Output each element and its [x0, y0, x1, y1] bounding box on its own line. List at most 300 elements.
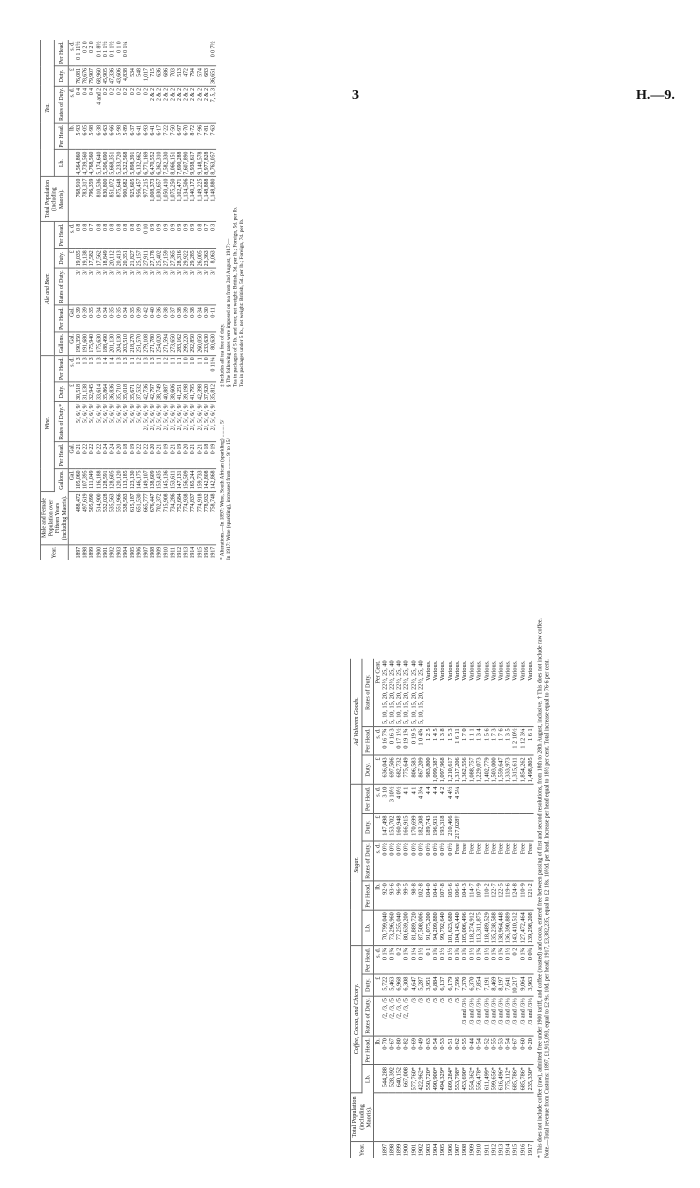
cell-total-pop: 1,030,657	[156, 177, 163, 222]
cell-wine-duty: 42,797	[149, 382, 156, 402]
cell-coffee-rates: /3 and /3⅓	[475, 996, 482, 1036]
cell-coffee-rates: /3	[432, 996, 439, 1036]
cell-tea-lb: 4,768,560	[89, 150, 96, 177]
cell-years: 1916	[519, 1143, 527, 1157]
cell-av-per-head: 0 16 3	[388, 726, 395, 755]
group-coffee: Coffee, Cocoa, and Chicory.	[350, 945, 361, 1092]
cell-wine-duty: 41,795	[189, 382, 196, 402]
cell-sugar-duty-per-head: 4 2	[439, 784, 446, 813]
cell-wine-duty: 35,671	[129, 382, 136, 402]
cell-wine-gallons: 153,611	[169, 468, 176, 491]
cell-av-duty: 636,043	[381, 755, 388, 784]
unit-label: £	[373, 974, 381, 996]
cell-wine-rates: 5/, 6/, 9/	[89, 402, 96, 442]
col-total-population: Total Population (including Maoris).	[40, 177, 68, 222]
cell-wine-duty-per-head: 1 3	[149, 355, 156, 382]
cell-total-pop	[497, 1093, 504, 1142]
cell-sugar-duty: 153,702	[388, 813, 395, 841]
cell-sugar-duty: 147,498	[381, 813, 388, 841]
table-row	[439, 659, 446, 1158]
cell-years: 1904	[431, 1143, 439, 1157]
lower-table-block	[350, 618, 551, 1158]
cell-sugar-lb: 135,238,588	[490, 910, 497, 945]
cell-coffee-per-head: 0·80	[395, 1036, 402, 1065]
cell-ale-duty-per-head: 0 9	[136, 222, 143, 249]
col-tea-lb: Lb.	[54, 150, 68, 177]
cell-sugar-rates: 0 0½	[410, 841, 417, 881]
cell-sugar-duty	[497, 813, 504, 841]
cell-ale-duty: 17,562	[95, 248, 102, 268]
cell-sugar-per-head: 96·9	[395, 881, 402, 910]
cell-years: 1917	[209, 546, 217, 559]
cell-tea-lb: 5,322,568	[122, 150, 129, 177]
cell-tea-rates: 2 & 2	[183, 86, 190, 123]
cell-tea-per-head: 5·89	[122, 123, 129, 150]
cell-coffee-per-head: 0·67	[388, 1036, 395, 1065]
cell-wine-gallons: 105,060	[75, 468, 82, 491]
unit-label: £	[68, 248, 75, 268]
cell-wine-per-head: 0·24	[102, 442, 109, 469]
table-row	[210, 40, 217, 560]
cell-ale-duty-per-head: 0 7	[89, 222, 96, 249]
cell-male-pop: 715,908	[163, 491, 170, 544]
cell-ale-duty-per-head: 0 8	[95, 222, 102, 249]
cell-av-rates: Various.	[468, 659, 475, 727]
cell-ale-duty-per-head: 0 8	[196, 222, 203, 249]
cell-wine-duty: 37,532	[136, 382, 143, 402]
cell-sugar-duty	[475, 813, 482, 841]
cell-years: 1914	[189, 546, 196, 559]
cell-wine-per-head: 0·21	[189, 442, 196, 469]
cell-wine-gallons: 113,185	[122, 468, 129, 491]
cell-ale-duty-per-head: 0 8	[75, 222, 82, 249]
cell-tea-duty-per-head	[183, 40, 190, 66]
cell-av-per-head: 1 6 1	[526, 726, 533, 755]
cell-tea-duty: 715	[149, 66, 156, 86]
cell-total-pop	[468, 1093, 475, 1142]
cell-tea-rates: 2 & 2	[189, 86, 196, 123]
cell-sugar-duty: 193,318	[439, 813, 446, 841]
cell-sugar-lb: 139,298,208	[526, 910, 533, 945]
upper-table-block	[40, 40, 246, 560]
cell-coffee-lb: 490,900*	[432, 1065, 439, 1093]
cell-years: 1905	[128, 546, 136, 559]
cell-total-pop: 875,648	[116, 177, 123, 222]
cell-years: 1907	[453, 1143, 461, 1157]
cell-ale-per-head: 0·39	[183, 305, 190, 332]
group-tea: Tea.	[40, 40, 54, 177]
cell-years: 1902	[417, 1143, 425, 1157]
cell-tea-duty-per-head: 0 1 1½	[109, 40, 116, 66]
cell-wine-duty-per-head: 1 1	[169, 355, 176, 382]
cell-tea-per-head: 6·63	[102, 123, 109, 150]
cell-tea-duty: 76,081	[75, 66, 82, 86]
cell-sugar-lb: 118,274,912	[468, 910, 475, 945]
table-row	[505, 659, 512, 1158]
cell-wine-rates: 5/, 6/, 9/	[95, 402, 102, 442]
unit-label: s. d.	[373, 841, 381, 881]
cell-tea-per-head: 6·70	[183, 123, 190, 150]
cell-av-rates: 5, 10, 15, 20, 22½, 25, 40	[395, 659, 402, 727]
cell-sugar-rates: 0 0½	[425, 841, 432, 881]
table-row	[475, 659, 482, 1158]
cell-coffee-per-head: 0·55	[461, 1036, 468, 1065]
col-sugar-rates: Rates of Duty.	[362, 841, 373, 881]
cell-wine-gallons: 116,188	[95, 468, 102, 491]
cell-total-pop	[410, 1093, 417, 1142]
cell-tea-rates: 0 4	[89, 86, 96, 123]
cell-tea-duty-per-head	[176, 40, 183, 66]
cell-wine-rates: 2/, 5/, 6/, 9/	[176, 402, 183, 442]
cell-total-pop: 1,008,373	[149, 177, 156, 222]
cell-coffee-lb: 577,760*	[410, 1065, 417, 1093]
cell-coffee-duty: 8,469	[490, 974, 497, 996]
cell-ale-per-head: 0·37	[169, 305, 176, 332]
cell-av-per-head: 1 5 6	[483, 726, 490, 755]
cell-sugar-lb: 70,799,040	[381, 910, 388, 945]
table-row	[82, 40, 89, 560]
cell-coffee-duty: 7,641	[505, 974, 512, 996]
unit-label	[68, 545, 75, 560]
cell-coffee-per-head: 0·54	[475, 1036, 482, 1065]
cell-tea-lb: 6,132,662	[136, 150, 143, 177]
cell-ale-duty: 17,582	[89, 248, 96, 268]
cell-years: 1909	[468, 1143, 476, 1157]
cell-coffee-duty-per-head: 0 1½	[468, 945, 475, 974]
cell-av-duty: 1,402,779	[483, 755, 490, 784]
cell-coffee-duty: 8,197	[497, 974, 504, 996]
cell-sugar-per-head: 124·8	[512, 881, 519, 910]
table-row	[176, 40, 183, 560]
cell-tea-duty: 68,960	[95, 66, 102, 86]
cell-coffee-duty: 4,647	[410, 974, 417, 996]
cell-ale-rates: 3/	[109, 268, 116, 305]
cell-total-pop: 796,359	[89, 177, 96, 222]
cell-tea-per-head: 5·93	[75, 123, 82, 150]
cell-sugar-rates: Free	[475, 841, 482, 881]
cell-sugar-duty-per-head	[505, 784, 512, 813]
cell-ale-per-head: 0·35	[109, 305, 116, 332]
table-row	[156, 40, 163, 560]
cell-sugar-rates: 0 0½	[403, 841, 410, 881]
cell-coffee-lb: 611,499*	[483, 1065, 490, 1093]
unit-label	[68, 268, 75, 305]
cell-ale-duty-per-head: 0 9	[149, 222, 156, 249]
cell-sugar-duty-per-head	[497, 784, 504, 813]
cell-ale-rates: 3/	[189, 268, 196, 305]
cell-ale-rates: 3/	[136, 268, 143, 305]
cell-ale-per-head: 0·42	[142, 305, 149, 332]
cell-wine-gallons: 107,395	[82, 468, 89, 491]
cell-years: 1913	[497, 1143, 505, 1157]
cell-wine-duty-per-head: 1 1	[129, 355, 136, 382]
cell-sugar-rates: 0 0½	[388, 841, 395, 881]
cell-tea-per-head: 5·98	[89, 123, 96, 150]
cell-ale-rates: 3/	[102, 268, 109, 305]
cell-wine-rates: 2/, 5/, 6/, 9/	[163, 402, 170, 442]
cell-ale-rates: 3/	[95, 268, 102, 305]
cell-wine-duty: 33,614	[95, 382, 102, 402]
cell-sugar-per-head: 98·8	[410, 881, 417, 910]
cell-av-duty: 1,315,611	[512, 755, 519, 784]
cell-wine-duty-per-head: 1 0	[189, 355, 196, 382]
cell-tea-duty: 703	[169, 66, 176, 86]
cell-total-pop	[461, 1093, 468, 1142]
cell-sugar-lb: 77,255,040	[395, 910, 402, 945]
cell-wine-gallons: 147,131	[176, 468, 183, 491]
cell-tea-duty-per-head	[203, 40, 210, 66]
cell-ale-per-head: 0·34	[196, 305, 203, 332]
cell-av-per-head: 1 7 0	[461, 726, 468, 755]
cell-wine-duty: 35,812	[210, 382, 217, 402]
cell-tea-duty-per-head: 0 1 8½	[95, 40, 102, 66]
cell-sugar-lb: 80,639,200	[403, 910, 410, 945]
cell-sugar-duty: 160,948	[395, 813, 402, 841]
cell-wine-duty: 42,736	[142, 382, 149, 402]
table-row	[129, 40, 136, 560]
cell-sugar-duty: 166,915	[403, 813, 410, 841]
cell-av-duty: 1,210,617	[446, 755, 453, 784]
cell-coffee-duty-per-head: 0 0¾	[526, 945, 533, 974]
cell-sugar-duty-per-head: 4 5¼	[454, 784, 461, 813]
cell-tea-rates: 2 & 2	[203, 86, 210, 123]
cell-years: 1899	[88, 546, 96, 559]
cell-sugar-duty-per-head	[512, 784, 519, 813]
cell-wine-gallons: 142,808	[203, 468, 210, 491]
cell-tea-rates: 0 2	[102, 86, 109, 123]
cell-sugar-rates: Free	[461, 841, 468, 881]
cell-ale-duty: 27,159	[163, 248, 170, 268]
unit-label: Gal.	[68, 468, 75, 491]
table-row	[446, 659, 453, 1158]
cell-sugar-rates: Free	[497, 841, 504, 881]
unit-label	[68, 491, 75, 544]
cell-tea-lb: 6,470,552	[149, 150, 156, 177]
cell-sugar-duty	[468, 813, 475, 841]
table-row	[75, 40, 82, 560]
table-row	[109, 40, 116, 560]
cell-coffee-per-head: 0·53	[439, 1036, 446, 1065]
units-row	[68, 40, 75, 560]
cell-sugar-duty	[505, 813, 512, 841]
cell-sugar-duty-per-head: 3 10½	[388, 784, 395, 813]
cell-ale-gallons: 283,162	[176, 332, 183, 355]
cell-tea-per-head: 6·66	[109, 123, 116, 150]
cell-coffee-per-head: 0·51	[446, 1036, 453, 1065]
table-row	[454, 659, 461, 1158]
col-male-population: Male and Female Population over Fifteen Years (including Maoris).	[40, 491, 68, 544]
cell-tea-per-head: 6·17	[156, 123, 163, 150]
cell-tea-rates: 0 2	[142, 86, 149, 123]
unit-label	[373, 1141, 381, 1158]
cell-av-rates: Various.	[512, 659, 519, 727]
cell-tea-duty-per-head	[129, 40, 136, 66]
cell-sugar-duty-per-head	[475, 784, 482, 813]
cell-av-duty: 1,099,387	[432, 755, 439, 784]
cell-total-pop: 1,075,250	[169, 177, 176, 222]
table-row	[189, 40, 196, 560]
cell-ale-gallons: 273,650	[169, 332, 176, 355]
cell-wine-per-head: 0·22	[89, 442, 96, 469]
cell-coffee-lb: 685,786*	[512, 1065, 519, 1093]
cell-tea-rates: 0 4	[82, 86, 89, 123]
cell-tea-lb: 5,174,640	[95, 150, 102, 177]
cell-coffee-duty: 3,951	[425, 974, 432, 996]
cell-male-pop: 665,777	[142, 491, 149, 544]
cell-ale-duty: 26,005	[196, 248, 203, 268]
cell-sugar-per-head: 110·2	[483, 881, 490, 910]
cell-tea-per-head: 5·98	[116, 123, 123, 150]
col-sugar-duty-per-head: Per Head.	[362, 784, 373, 813]
unit-label: s. d.	[373, 726, 381, 755]
cell-av-rates: 5, 10, 15, 20, 22½, 25, 40	[381, 659, 388, 727]
cell-sugar-lb: 118,489,529	[483, 910, 490, 945]
cell-coffee-duty-per-head: 0 1¾	[497, 945, 504, 974]
cell-ale-duty: 27,365	[169, 248, 176, 268]
cell-wine-duty: 42,398	[196, 382, 203, 402]
cell-total-pop	[512, 1093, 519, 1142]
cell-wine-duty-per-head: 1 1	[176, 355, 183, 382]
cell-wine-rates: 2/, 5/, 6/, 9/	[189, 402, 196, 442]
cell-sugar-rates: Free	[526, 841, 533, 881]
col-av-duty: Duty.	[362, 755, 373, 784]
cell-tea-lb: 4,564,860	[75, 150, 82, 177]
cell-coffee-per-head: 0·49	[417, 1036, 424, 1065]
cell-sugar-lb: 105,006,496	[461, 910, 468, 945]
cell-av-rates: 5, 10, 15, 20, 22½, 25, 40	[403, 659, 410, 727]
cell-tea-lb: 5,506,690	[102, 150, 109, 177]
cell-tea-rates: 0 2	[116, 86, 123, 123]
cell-ale-per-head: 0·36	[156, 305, 163, 332]
table-row	[89, 40, 96, 560]
cell-total-pop: 977,215	[142, 177, 149, 222]
cell-coffee-rates: /3	[446, 996, 453, 1036]
cell-sugar-duty-per-head	[519, 784, 526, 813]
cell-coffee-per-head: 0·44	[468, 1036, 475, 1065]
cell-total-pop: 1,148,880	[210, 177, 217, 222]
cell-tea-duty-per-head	[136, 40, 143, 66]
cell-sugar-duty: 196,931	[432, 813, 439, 841]
cell-av-duty: 1,854,262	[519, 755, 526, 784]
cell-ale-rates: 3/	[163, 268, 170, 305]
cell-coffee-lb: 775,112*	[505, 1065, 512, 1093]
cell-years: 1902	[108, 546, 116, 559]
cell-sugar-duty	[490, 813, 497, 841]
cell-years: 1910	[162, 546, 170, 559]
cell-sugar-per-head: 107·9	[475, 881, 482, 910]
col-av-per-head: Per Head.	[362, 726, 373, 755]
cell-wine-per-head: 0·18	[203, 442, 210, 469]
cell-tea-duty: 794	[189, 66, 196, 86]
cell-av-rates: Various.	[439, 659, 446, 727]
cell-wine-gallons: 128,591	[102, 468, 109, 491]
col-wine-duty: Duty.	[54, 382, 68, 402]
cell-wine-per-head: 0·22	[82, 442, 89, 469]
cell-av-duty: 1,333,973	[505, 755, 512, 784]
cell-sugar-per-head: 114·7	[468, 881, 475, 910]
cell-years: 1901	[409, 1143, 418, 1157]
cell-sugar-duty: 217,028†	[454, 813, 461, 841]
cell-coffee-duty-per-head: 0 1¾	[432, 945, 439, 974]
cell-av-rates: Various.	[425, 659, 432, 727]
cell-years: 1901	[102, 546, 109, 559]
cell-years: 1906	[135, 546, 143, 559]
cell-tea-rates: 7, 5, 3	[210, 86, 217, 123]
footnote: In 1917: Wine (sparkling), increased from ......... 9/ to 15/	[226, 438, 232, 560]
cell-wine-rates: 5/, 6/, 9/	[75, 402, 82, 442]
cell-wine-per-head: 0·20	[149, 442, 156, 469]
cell-coffee-duty: 6,884	[432, 974, 439, 996]
cell-ale-gallons: 233,630	[203, 332, 210, 355]
cell-av-duty: 1,503,000	[490, 755, 497, 784]
cell-coffee-rates: /3	[454, 996, 461, 1036]
cell-ale-duty: 18,849	[102, 248, 109, 268]
cell-wine-duty: 38,606	[169, 382, 176, 402]
cell-ale-duty-per-head: 0 9	[169, 222, 176, 249]
cell-coffee-lb: 235,330*	[526, 1065, 533, 1093]
cell-tea-duty-per-head: 0 1 0	[116, 40, 123, 66]
cell-coffee-rates: /3 and /3⅓	[468, 996, 475, 1036]
cell-av-rates: Various.	[526, 659, 533, 727]
cell-coffee-per-head: 0·52	[483, 1036, 490, 1065]
cell-tea-duty-per-head: 0 2 0	[82, 40, 89, 66]
cell-ale-rates: 3/	[156, 268, 163, 305]
cell-years: 1898	[81, 546, 89, 559]
table-row	[425, 659, 432, 1158]
cell-wine-rates: 2/, 5/, 6/, 9/	[156, 402, 163, 442]
cell-male-pop: 702,372	[156, 491, 163, 544]
cell-ale-gallons: 191,680	[82, 332, 89, 355]
cell-ale-rates: 3/	[122, 268, 129, 305]
cell-ale-duty: 25,157	[136, 248, 143, 268]
cell-male-pop: 497,619	[82, 491, 89, 544]
cell-years: 1910	[475, 1143, 483, 1157]
cell-wine-per-head: 0·21	[156, 442, 163, 469]
col-av-rates: Rates of Duty.	[362, 659, 373, 727]
cell-sugar-duty-per-head: 4 1	[410, 784, 417, 813]
cell-av-rates: Various.	[461, 659, 468, 727]
cell-wine-per-head: 0·21	[75, 442, 82, 469]
cell-sugar-per-head: 122·7	[490, 881, 497, 910]
cell-ale-rates: 3/	[89, 268, 96, 305]
unit-label	[68, 177, 75, 222]
cell-tea-lb: 5,668,351	[109, 150, 116, 177]
cell-tea-duty-per-head: 0 0 1¼	[122, 40, 129, 66]
cell-sugar-per-head: 92·0	[381, 881, 388, 910]
cell-years: 1906	[446, 1143, 454, 1157]
cell-sugar-lb: 127,472,464	[519, 910, 526, 945]
cell-total-pop: 925,605	[129, 177, 136, 222]
cell-ale-duty: 27,178	[149, 248, 156, 268]
cell-coffee-duty-per-head: 0 1½	[505, 945, 512, 974]
cell-ale-rates: 3/	[82, 268, 89, 305]
cell-wine-rates: 2/, 5/, 6/, 9/	[142, 402, 149, 442]
cell-total-pop	[446, 1093, 453, 1142]
cell-wine-rates: 2/, 5/, 6/, 9/	[183, 402, 190, 442]
cell-tea-per-head: 6·37	[129, 123, 136, 150]
cell-av-rates: Various.	[519, 659, 526, 727]
cell-wine-duty: 36,836	[109, 382, 116, 402]
cell-tea-lb: 7,607,890	[183, 150, 190, 177]
cell-coffee-rates: /3 and /3⅓	[497, 996, 504, 1036]
cell-sugar-duty-per-head: 3 10	[381, 784, 388, 813]
cell-tea-duty-per-head	[189, 40, 196, 66]
cell-av-rates: Various.	[475, 659, 482, 727]
cell-ale-duty-per-head: 0 8	[122, 222, 129, 249]
cell-ale-rates: 3/	[142, 268, 149, 305]
cell-tea-duty: 534	[129, 66, 136, 86]
unit-label: lb.	[373, 1036, 381, 1065]
